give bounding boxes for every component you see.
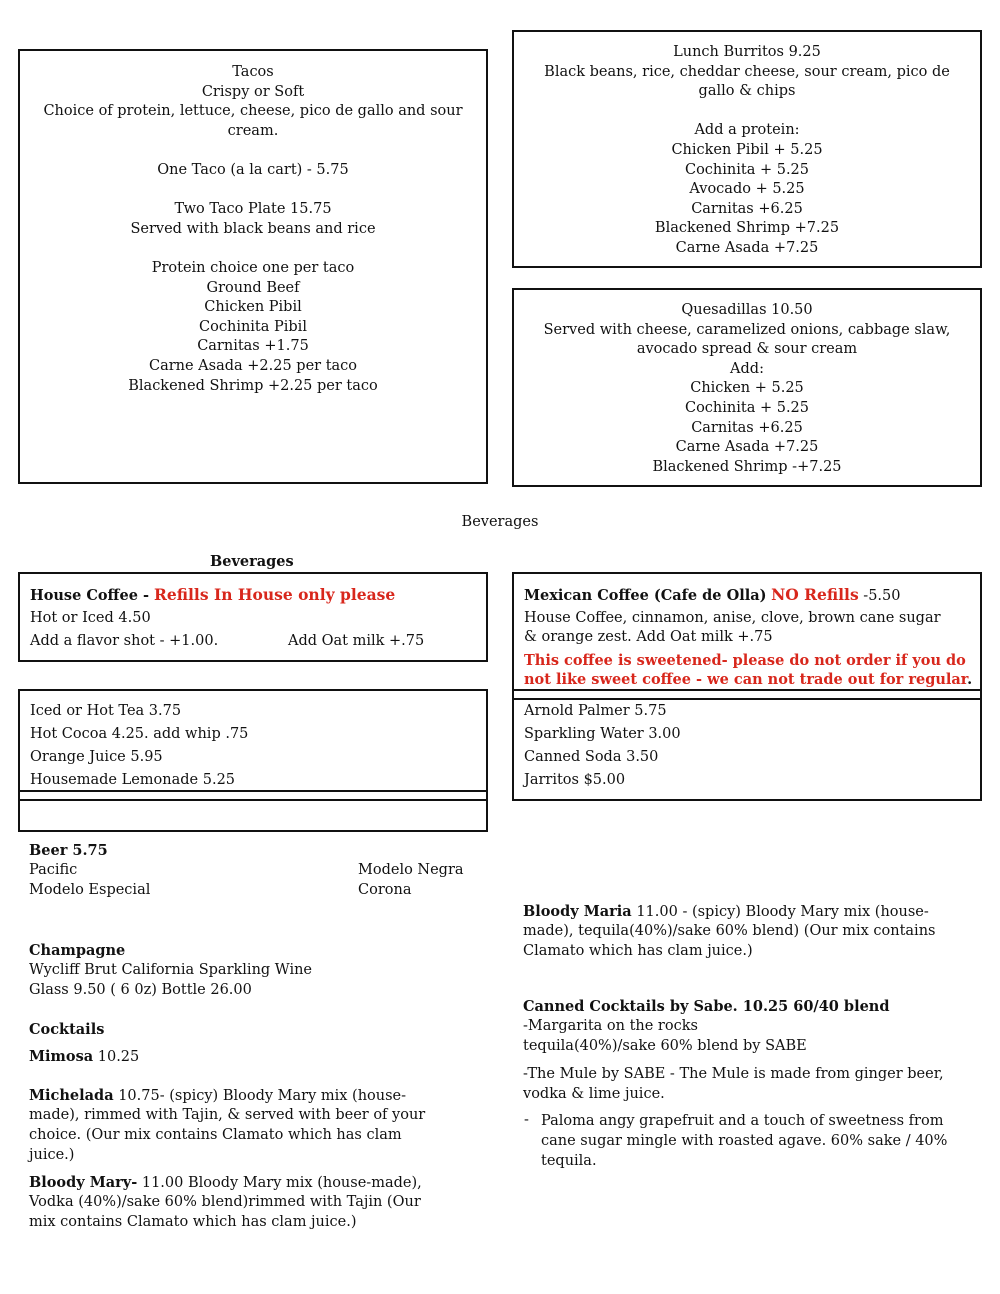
mimosa-name: Mimosa: [29, 1048, 94, 1065]
bloody-mary-line: [29, 1174, 422, 1191]
no-refills-notice: NO Refills: [771, 585, 859, 604]
flavor-shot-text: Add a flavor shot - +1.00.: [30, 633, 219, 649]
divider: [514, 689, 980, 691]
bloody-maria-desc: Clamato which has clam juice.): [523, 943, 753, 959]
hot-drink-item: Housemade Lemonade 5.25: [30, 772, 236, 788]
beverages-heading-bold: Beverages: [210, 553, 294, 570]
hot-drink-item: Hot Cocoa 4.25. add whip .75: [30, 726, 249, 742]
sweetened-warning-line2: [524, 671, 972, 688]
burritos-line: Carne Asada +7.25: [675, 239, 819, 256]
burritos-line: Lunch Burritos 9.25: [673, 44, 821, 60]
tacos-line: Carnitas +1.75: [197, 338, 309, 355]
cold-drink-item: Sparkling Water 3.00: [524, 726, 681, 742]
quesadillas-line: Quesadillas 10.50: [681, 302, 813, 318]
tacos-line: Crispy or Soft: [201, 83, 305, 100]
beer-item: Modelo Especial: [29, 882, 151, 898]
sweetened-warning-period: .: [967, 671, 973, 688]
paloma-line: cane sugar mingle with roasted agave. 60% sake / 40%: [541, 1133, 948, 1149]
beer-title: Beer 5.75: [29, 842, 108, 859]
tacos-box: [18, 49, 488, 484]
quesadillas-line: Carne Asada +7.25: [675, 439, 819, 456]
tacos-line: One Taco (a la cart) - 5.75: [157, 161, 349, 178]
burritos-line: Cochinita + 5.25: [684, 161, 810, 178]
mimosa-price: 10.25: [93, 1049, 140, 1065]
quesadillas-line: Served with cheese, caramelized onions, cabbage slaw,: [543, 321, 951, 338]
tacos-line: Ground Beef: [206, 279, 300, 296]
bloody-maria-desc: made), tequila(40%)/sake 60% blend) (Our mix contains: [523, 923, 936, 939]
champagne-title: Champagne: [29, 942, 126, 959]
michelada-desc: juice.): [29, 1147, 75, 1163]
beer-item: Corona: [358, 882, 412, 898]
burritos-line: [514, 102, 980, 122]
tacos-line: Protein choice one per taco: [151, 259, 355, 276]
house-coffee-title: House Coffee -: [30, 587, 155, 604]
quesadillas-line: Cochinita + 5.25: [684, 399, 810, 416]
bloody-maria-line: [523, 903, 929, 920]
sweetened-warning: This coffee is sweetened- please do not order if you do: [524, 652, 966, 669]
michelada-desc: made), rimmed with Tajin, & served with beer of your: [29, 1107, 426, 1123]
tacos-line: Carne Asada +2.25 per taco: [148, 357, 358, 374]
burritos-box: [512, 30, 982, 268]
bloody-mary-desc: Vodka (40%)/sake 60% blend)rimmed with Tajin (Our: [29, 1194, 421, 1210]
bloody-mary-desc: mix contains Clamato which has clam juice.): [29, 1214, 357, 1230]
mexican-coffee-desc: & orange zest. Add Oat milk +.75: [524, 629, 773, 645]
refills-notice: Refills In House only please: [154, 585, 396, 604]
bloody-maria-desc: 11.00 - (spicy) Bloody Mary mix (house-: [631, 904, 929, 920]
mexican-coffee-price: -5.50: [858, 588, 901, 604]
divider: [20, 790, 486, 792]
quesadillas-line: Add:: [730, 360, 764, 377]
beverages-heading-center: Beverages: [461, 514, 539, 530]
quesadillas-line: Carnitas +6.25: [691, 419, 803, 436]
bloody-mary-name: Bloody Mary-: [29, 1174, 138, 1191]
burritos-line: Blackened Shrimp +7.25: [654, 220, 840, 237]
tacos-line: Choice of protein, lettuce, cheese, pico de gallo and sour: [43, 103, 463, 120]
mimosa-line: [29, 1048, 139, 1065]
sweetened-warning-text: not like sweet coffee - we can not trade out for regular: [524, 671, 968, 688]
tacos-line: [20, 181, 486, 201]
quesadillas-line: Blackened Shrimp -+7.25: [652, 458, 842, 475]
michelada-name: Michelada: [29, 1087, 114, 1104]
cold-drink-item: Canned Soda 3.50: [524, 749, 659, 765]
tacos-line: cream.: [227, 122, 279, 139]
paloma-line: tequila.: [541, 1153, 597, 1169]
quesadillas-box: [512, 288, 982, 487]
champagne-line: Glass 9.50 ( 6 0z) Bottle 26.00: [29, 982, 252, 998]
mexican-coffee-title-line: [524, 585, 900, 604]
quesadillas-line: Chicken + 5.25: [690, 380, 804, 397]
tacos-line: [20, 239, 486, 259]
mexican-coffee-title: Mexican Coffee (Cafe de Olla): [524, 587, 767, 604]
burritos-line: gallo & chips: [698, 83, 796, 100]
burritos-line: Add a protein:: [694, 122, 800, 139]
bloody-maria-name: Bloody Maria: [523, 903, 632, 920]
michelada-line: [29, 1087, 406, 1104]
beer-item: Pacific: [29, 862, 78, 878]
tacos-line: Tacos: [232, 64, 274, 80]
margarita-line: tequila(40%)/sake 60% blend by SABE: [523, 1038, 807, 1054]
hot-drink-item: Orange Juice 5.95: [30, 749, 163, 765]
quesadillas-line: avocado spread & sour cream: [636, 341, 858, 358]
tacos-line: Chicken Pibil: [204, 299, 302, 316]
mule-line: -The Mule by SABE - The Mule is made from ginger beer,: [523, 1066, 944, 1082]
tacos-line: Two Taco Plate 15.75: [174, 201, 332, 218]
cold-drink-item: Arnold Palmer 5.75: [524, 703, 667, 719]
tacos-line: Served with black beans and rice: [130, 220, 376, 237]
paloma-line: Paloma angy grapefruit and a touch of sweetness from: [541, 1113, 944, 1129]
mexican-coffee-desc: House Coffee, cinnamon, anise, clove, brown cane sugar: [524, 610, 941, 626]
house-coffee-price: Hot or Iced 4.50: [30, 610, 151, 626]
burritos-line: Avocado + 5.25: [689, 181, 805, 198]
tacos-line: Cochinita Pibil: [199, 318, 307, 335]
hot-drinks-box: [18, 689, 488, 832]
house-coffee-box: [18, 572, 488, 662]
margarita-line: -Margarita on the rocks: [523, 1018, 698, 1034]
cold-drink-item: Jarritos $5.00: [524, 772, 626, 788]
divider: [514, 698, 980, 700]
mexican-coffee-box: [512, 572, 982, 801]
champagne-line: Wycliff Brut California Sparkling Wine: [29, 962, 313, 978]
burritos-line: Carnitas +6.25: [691, 200, 803, 217]
michelada-desc: 10.75- (spicy) Bloody Mary mix (house-: [113, 1088, 407, 1104]
burritos-line: Black beans, rice, cheddar cheese, sour cream, pico de: [544, 63, 950, 80]
tacos-line: Blackened Shrimp +2.25 per taco: [128, 377, 378, 394]
house-coffee-title-line: [30, 585, 395, 604]
bullet-dash: -: [524, 1112, 529, 1128]
burritos-line: Chicken Pibil + 5.25: [671, 141, 823, 158]
tacos-line: [20, 141, 486, 161]
divider: [20, 799, 486, 801]
mule-line: vodka & lime juice.: [523, 1086, 665, 1102]
hot-drink-item: Iced or Hot Tea 3.75: [30, 703, 182, 719]
bloody-mary-desc: 11.00 Bloody Mary mix (house-made),: [137, 1175, 422, 1191]
oat-milk-text: Add Oat milk +.75: [288, 633, 425, 649]
beer-item: Modelo Negra: [358, 862, 464, 878]
michelada-desc: choice. (Our mix contains Clamato which has clam: [29, 1127, 402, 1143]
canned-cocktails-title: Canned Cocktails by Sabe. 10.25 60/40 blend: [523, 998, 890, 1015]
cocktails-title: Cocktails: [29, 1021, 105, 1038]
